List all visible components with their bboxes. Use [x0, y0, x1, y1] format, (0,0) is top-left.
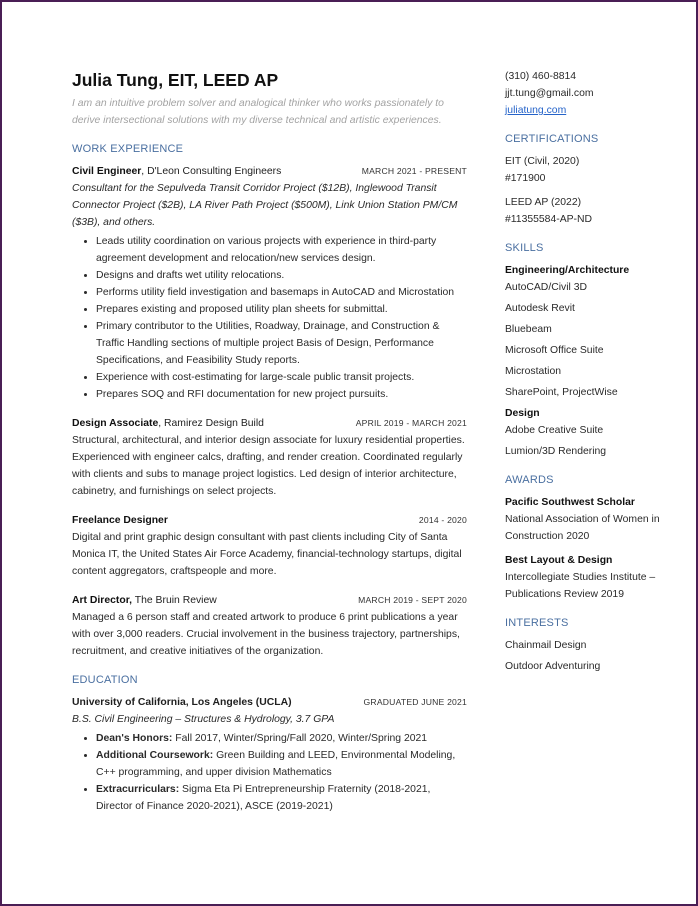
bullet-label: Extracurriculars:: [96, 784, 180, 795]
cert-number: #171900: [505, 173, 546, 184]
interest-item: Chainmail Design: [505, 640, 587, 651]
bullet-text: Fall 2017, Winter/Spring/Fall 2020, Winter/Spring 2021: [172, 733, 428, 744]
education-dates: GRADUATED JUNE 2021: [363, 697, 467, 707]
job-description: Structural, architectural, and interior design associate for luxury residential properties. Experienced with engineer calcs, drafting, and render creation. Coordinated regularly with clients and subs to manage project logistics. Led design of interior architecture, cabinetry, and furnishings on select projects.: [72, 435, 465, 497]
skill-item: Adobe Creative Suite: [505, 425, 604, 436]
list-item: • Performs utility field investigation and basemaps in AutoCAD and Microstation: [96, 284, 467, 301]
cert-number: #11355584-AP-ND: [505, 214, 593, 225]
job-description: Managed a 6 person staff and created artwork to produce 6 print publications a year with over 3,000 readers. Crucial involvement in the business trajectory, partnerships, recruitment, and creative initiatives of the organization.: [72, 612, 460, 657]
bullet-label: Dean's Honors:: [96, 733, 173, 744]
award-title: Pacific Southwest Scholar: [505, 497, 635, 508]
resume-name: Julia Tung, EIT, LEED AP: [72, 70, 279, 90]
bullet-text: Sigma Eta Pi Entrepreneurship Fraternity (2018-2021, Director of Finance 2020-2021), ASCE (2019-2021): [96, 784, 431, 812]
sidebar-column: [505, 68, 675, 679]
education-entry: [72, 694, 467, 815]
list-item: [96, 781, 467, 815]
job-org: , D'Leon Consulting Engineers: [141, 166, 282, 177]
job-role: Design Associate: [72, 418, 159, 429]
job-org: , Ramirez Design Build: [158, 418, 264, 429]
cert-name: EIT (Civil, 2020): [505, 156, 580, 167]
job-bullets: [72, 233, 467, 403]
list-item: [96, 747, 467, 781]
job-civil-engineer: [72, 163, 467, 403]
job-role: Civil Engineer: [72, 166, 142, 177]
job-art-director: [72, 592, 467, 660]
education-heading: EDUCATION: [72, 674, 138, 686]
skills-heading: SKILLS: [505, 242, 544, 254]
skill-item: Microsoft Office Suite: [505, 345, 604, 356]
job-description: Digital and print graphic design consultant with past clients including City of Santa Monica IT, the United States Air Force Academy, financial-technology startups, digital content aggregators, craftspeople and more.: [72, 532, 462, 577]
work-experience-heading: WORK EXPERIENCE: [72, 143, 184, 155]
skill-item: SharePoint, ProjectWise: [505, 387, 618, 398]
main-column: [72, 68, 467, 827]
tagline: I am an intuitive problem solver and analogical thinker who works passionately to derive intersectional solutions with my diverse technical and artistic experiences.: [72, 98, 444, 126]
job-projects: Consultant for the Sepulveda Transit Corridor Project ($12B), Inglewood Transit Connector Project ($2B), LA River Path Project ($500M), Link Union Station PM/CM ($3B), and others.: [72, 183, 458, 228]
skill-item: Autodesk Revit: [505, 303, 575, 314]
school-name: University of California, Los Angeles (UCLA): [72, 697, 292, 708]
job-freelance-designer: [72, 512, 467, 580]
skill-item: AutoCAD/Civil 3D: [505, 282, 587, 293]
interest-item: Outdoor Adventuring: [505, 661, 601, 672]
email[interactable]: jjt.tung@gmail.com: [505, 88, 594, 99]
skill-group-title: Design: [505, 408, 540, 419]
job-role: Art Director,: [72, 595, 133, 606]
bullet-text: Green Building and LEED, Environmental Modeling, C++ programming, and upper division Mathematics: [96, 750, 456, 778]
job-dates: 2014 - 2020: [418, 515, 467, 525]
bullet-label: Additional Coursework:: [96, 750, 214, 761]
awards-heading: AWARDS: [505, 474, 554, 486]
job-dates: MARCH 2019 - SEPT 2020: [358, 595, 467, 605]
phone: (310) 460-8814: [505, 71, 577, 82]
interests-heading: INTERESTS: [505, 617, 569, 629]
job-dates: APRIL 2019 - MARCH 2021: [355, 418, 467, 428]
job-role: Freelance Designer: [72, 515, 168, 526]
list-item: • Prepares SOQ and RFI documentation for new project pursuits.: [96, 386, 467, 403]
certifications-heading: CERTIFICATIONS: [505, 133, 599, 145]
list-item: • Leads utility coordination on various projects with experience in third-party agreement development and relocation/new services design.: [96, 233, 467, 267]
list-item: [96, 730, 467, 747]
award-body: National Association of Women in Construction 2020: [505, 514, 660, 542]
list-item: • Designs and drafts wet utility relocations.: [96, 267, 467, 284]
website-link[interactable]: juliatung.com: [505, 105, 567, 116]
skill-item: Microstation: [505, 366, 562, 377]
job-design-associate: [72, 415, 467, 500]
education-bullets: [72, 730, 467, 815]
skill-item: Lumion/3D Rendering: [505, 446, 607, 457]
list-item: • Primary contributor to the Utilities, Roadway, Drainage, and Construction & Traffic Handling sections of multiple project Basis of Design, Performance Specifications, and Feasibility Study reports.: [96, 318, 467, 369]
degree: B.S. Civil Engineering – Structures & Hydrology, 3.7 GPA: [72, 714, 335, 725]
job-dates: MARCH 2021 - PRESENT: [361, 166, 467, 176]
list-item: • Experience with cost-estimating for large-scale public transit projects.: [96, 369, 467, 386]
list-item: • Prepares existing and proposed utility plan sheets for submittal.: [96, 301, 467, 318]
job-org: The Bruin Review: [132, 595, 217, 606]
skill-group-title: Engineering/Architecture: [505, 265, 630, 276]
cert-name: LEED AP (2022): [505, 197, 582, 208]
award-title: Best Layout & Design: [505, 555, 613, 566]
skill-item: Bluebeam: [505, 324, 552, 335]
award-body: Intercollegiate Studies Institute – Publications Review 2019: [505, 572, 656, 600]
